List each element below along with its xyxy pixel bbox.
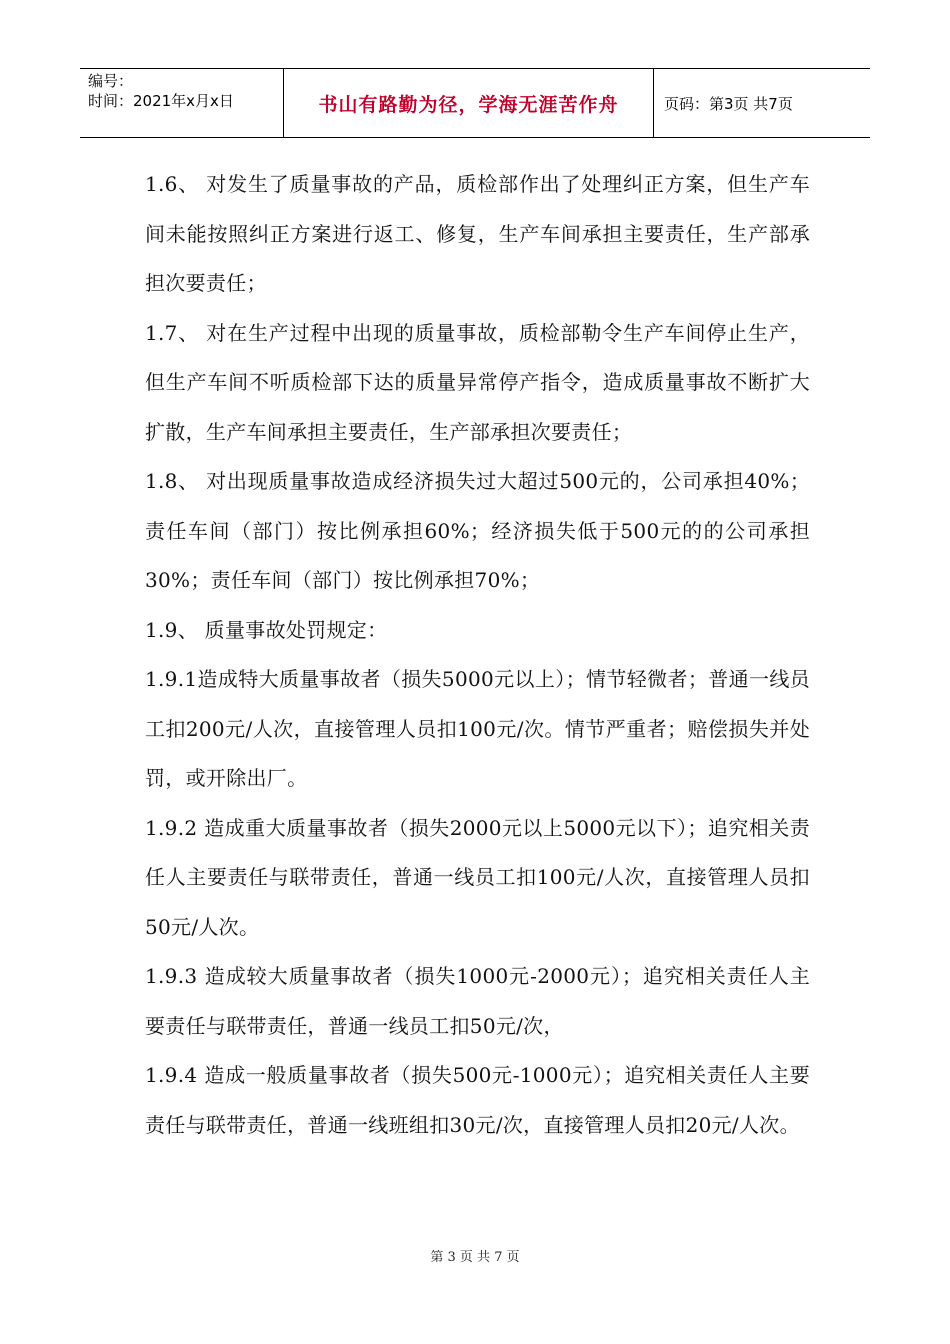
- document-body: [145, 160, 810, 1150]
- paragraph-1-8: 1.8、 对出现质量事故造成经济损失过大超过500元的，公司承担40%；责任车间（部门）按比例承担60%；经济损失低于500元的的公司承担30%；责任车间（部门）按比例承担70%；: [145, 469, 810, 592]
- paragraph-1-6: 1.6、 对发生了质量事故的产品，质检部作出了处理纠正方案，但生产车间未能按照纠正方案进行返工、修复，生产车间承担主要责任，生产部承担次要责任；: [145, 172, 810, 295]
- paragraph-1-9: 1.9、 质量事故处罚规定：: [145, 617, 388, 642]
- page-footer: 第 3 页 共 7 页: [430, 1250, 520, 1265]
- paragraph-1-9-1: 1.9.1造成特大质量事故者（损失5000元以上）；情节轻微者；普通一线员工扣200元/人次，直接管理人员扣100元/次。情节严重者；赔偿损失并处罚，或开除出厂。: [145, 667, 810, 790]
- header-page-cell: [654, 69, 870, 137]
- number-label: 编号：: [88, 72, 134, 90]
- header-info-cell: [80, 69, 284, 137]
- paragraph-1-7: 1.7、 对在生产过程中出现的质量事故，质检部勒令生产车间停止生产，但生产车间不听质检部下达的质量异常停产指令，造成质量事故不断扩大扩散，生产车间承担主要责任，生产部承担次要责任；: [145, 320, 810, 444]
- time-label: 时间：2021年x月x日: [88, 92, 234, 110]
- page-header: [80, 68, 870, 138]
- paragraph-1-9-2: 1.9.2 造成重大质量事故者（损失2000元以上5000元以下）；追究相关责任人主要责任与联带责任，普通一线员工扣100元/人次，直接管理人员扣50元/人次。: [145, 815, 810, 939]
- page-code: 页码：第3页 共7页: [664, 94, 793, 113]
- paragraph-1-9-3: 1.9.3 造成较大质量事故者（损失1000元-2000元）；追究相关责任人主要责任与联带责任，普通一线员工扣50元/次，: [145, 964, 810, 1038]
- motto-text: 书山有路勤为径，学海无涯苦作舟: [318, 93, 619, 116]
- paragraph-1-9-4: 1.9.4 造成一般质量事故者（损失500元-1000元）；追究相关责任人主要责任与联带责任，普通一线班组扣30元/次，直接管理人员扣20元/人次。: [145, 1063, 810, 1137]
- header-motto-cell: [284, 69, 654, 137]
